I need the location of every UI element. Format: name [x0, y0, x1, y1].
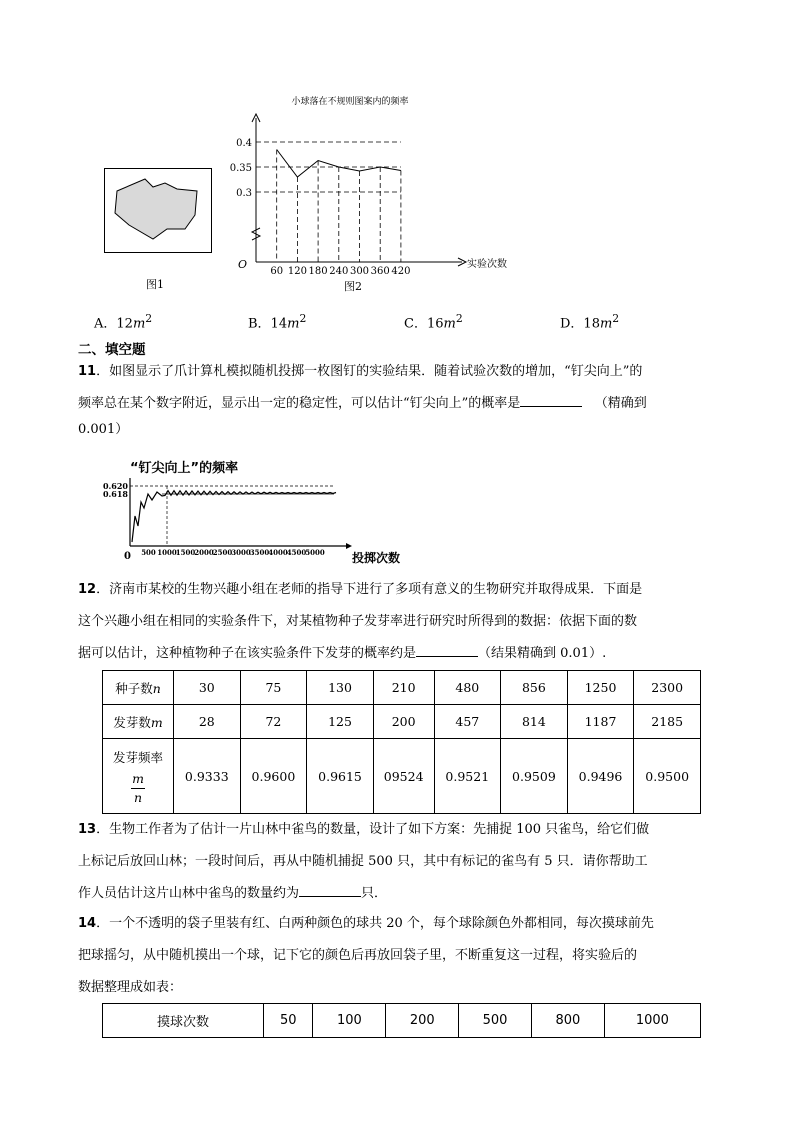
q12-precision: （结果精确到 0.01）. — [478, 646, 607, 661]
x-axis-label: 实验次数 — [467, 259, 507, 270]
irregular-shape-figure — [105, 169, 211, 252]
x-tick-label: 180 — [308, 266, 328, 277]
option-c[interactable]: C．$16m^2$ — [404, 312, 463, 332]
x-tick-label: 120 — [287, 266, 307, 277]
table-row — [103, 705, 701, 739]
x-tick-label: 4000 — [268, 548, 288, 557]
q14-line2: 把球摇匀，从中随机摸出一个球，记下它的颜色后再放回袋子里，不断重复这一过程，将实验后的 — [78, 948, 638, 963]
cell: 1250 — [567, 671, 634, 705]
figure-1-box — [104, 168, 212, 253]
q11-precision: （精确到 — [594, 396, 647, 411]
row-label-seeds: 种子数n — [103, 671, 174, 705]
y-tick-label: 0.35 — [229, 163, 252, 174]
q13-answer-blank[interactable] — [299, 884, 361, 897]
question-13 — [78, 814, 718, 910]
question-11 — [78, 356, 718, 440]
x-tick-label: 500 — [141, 548, 156, 557]
cell: 30 — [174, 671, 241, 705]
irregular-shape — [115, 179, 197, 239]
q11-chart-axes — [130, 478, 352, 549]
cell: 130 — [307, 671, 374, 705]
cell: 0.9615 — [307, 739, 374, 814]
x-tick-label: 3500 — [249, 548, 270, 557]
x-tick-label: 1000 — [157, 548, 177, 557]
row-label-frequency: 发芽频率 $\frac{m}{n}$ — [103, 739, 174, 814]
x-tick-label: 2000 — [194, 548, 214, 557]
cell: 75 — [240, 671, 307, 705]
q11-chart-title: “钉尖向上”的频率 — [130, 461, 239, 476]
x-tick-label: 300 — [349, 266, 370, 277]
option-b[interactable]: B．$14m^2$ — [248, 312, 307, 332]
cell: 0.9333 — [174, 739, 241, 814]
cell: 100 — [313, 1004, 386, 1038]
x-axis-arrow — [346, 543, 352, 549]
q11-origin-label: 0 — [124, 551, 131, 562]
y-tick-label: 0.620 — [102, 481, 128, 491]
cell: 0.9496 — [567, 739, 634, 814]
q13-unit: 只． — [361, 886, 388, 901]
x-tick-label: 1500 — [175, 548, 196, 557]
figure-2-caption: 图2 — [344, 280, 362, 293]
q11-chart — [102, 458, 422, 568]
row-label-draws: 摸球次数 — [103, 1004, 264, 1038]
cell: 856 — [501, 671, 568, 705]
table-row — [103, 671, 701, 705]
q11-line1: ．如图显示了爪计算札模拟随机投掷一枚图钉的实验结果．随着试验次数的增加，“钉尖向上”的 — [96, 364, 643, 379]
q12-line1: ．济南市某校的生物兴趣小组在老师的指导下进行了多项有意义的生物研究并取得成果．下面是 — [96, 582, 643, 597]
table-row — [103, 1004, 701, 1038]
question-12 — [78, 574, 718, 670]
cell: 800 — [531, 1004, 604, 1038]
cell: 500 — [459, 1004, 532, 1038]
chart-y-ticks — [230, 138, 252, 199]
q11-line3: 0.001） — [78, 422, 129, 437]
cell: 09524 — [373, 739, 434, 814]
cell: 0.9509 — [501, 739, 568, 814]
cell: 0.9600 — [240, 739, 307, 814]
y-tick-label: 0.618 — [102, 489, 128, 499]
cell: 2300 — [634, 671, 701, 705]
y-tick-label: 0.4 — [236, 138, 252, 149]
table-row — [103, 739, 701, 814]
cell: 814 — [501, 705, 568, 739]
cell: 200 — [373, 705, 434, 739]
axis-break — [252, 228, 260, 240]
q12-answer-blank[interactable] — [416, 644, 478, 657]
chart-axes — [252, 114, 466, 266]
chart-title: 小球落在不规则图案内的频率 — [291, 97, 409, 107]
chart-series — [277, 150, 401, 263]
q12-line2: 这个兴趣小组在相同的实验条件下，对某植物种子发芽率进行研究时所得到的数据：依据下面的数 — [78, 614, 638, 629]
q14-line1: ．一个不透明的袋子里装有红、白两种颜色的球共 20 个，每个球除颜色外都相同，每次摸球前先 — [96, 916, 654, 931]
x-tick-label: 2500 — [212, 548, 233, 557]
q13-line2: 上标记后放回山林；一段时间后，再从中随机捕捉 500 只，其中有标记的雀鸟有 5 只．请你帮助工 — [78, 854, 648, 869]
cell: 210 — [373, 671, 434, 705]
cell: 0.9521 — [434, 739, 501, 814]
q12-line3: 据可以估计，这种植物种子在该实验条件下发芽的概率约是 — [78, 646, 417, 661]
x-tick-label: 3000 — [231, 548, 251, 557]
cell: 480 — [434, 671, 501, 705]
figure-1-caption: 图1 — [146, 278, 164, 291]
cell: 1000 — [604, 1004, 700, 1038]
q11-line2: 频率总在某个数字附近，显示出一定的稳定性，可以估计“钉尖向上”的概率是 — [78, 396, 521, 411]
option-d[interactable]: D．$18m^2$ — [560, 312, 620, 332]
chart-x-ticks — [270, 266, 410, 277]
row-label-germinated: 发芽数m — [103, 705, 174, 739]
q11-chart-series — [132, 491, 336, 542]
cell: 72 — [240, 705, 307, 739]
q14-number: 14 — [78, 916, 97, 931]
cell: 200 — [386, 1004, 459, 1038]
origin-label: O — [238, 258, 248, 271]
cell: 28 — [174, 705, 241, 739]
cell: 2185 — [634, 705, 701, 739]
x-tick-label: 4500 — [286, 548, 307, 557]
x-tick-label: 420 — [391, 266, 411, 277]
section-title: 二、填空题 — [78, 342, 146, 358]
y-tick-label: 0.3 — [236, 188, 252, 199]
x-tick-label: 240 — [329, 266, 349, 277]
draw-table — [102, 1003, 701, 1038]
q13-line3: 作人员估计这片山林中雀鸟的数量约为 — [78, 886, 300, 901]
cell: 1187 — [567, 705, 634, 739]
option-a[interactable]: A．$12m^2$ — [94, 312, 153, 332]
q11-chart-y-ticks — [103, 481, 128, 499]
cell: 457 — [434, 705, 501, 739]
q11-chart-x-ticks — [141, 548, 325, 557]
x-tick-label: 5000 — [305, 548, 325, 557]
x-tick-label: 360 — [370, 266, 390, 277]
q11-x-axis-label: 投掷次数 — [352, 551, 401, 565]
q13-line1: ．生物工作者为了估计一片山林中雀鸟的数量，设计了如下方案：先捕捉 100 只雀鸟，给它们做 — [96, 822, 650, 837]
cell: 50 — [264, 1004, 313, 1038]
frequency-line — [277, 150, 401, 178]
figure-2-chart — [222, 90, 512, 280]
q11-number: 11 — [78, 364, 97, 379]
seed-table — [102, 670, 701, 814]
q13-number: 13 — [78, 822, 97, 837]
question-14 — [78, 908, 718, 1004]
q12-number: 12 — [78, 582, 97, 597]
q14-line3: 数据整理成如表： — [78, 980, 183, 995]
frequency-line — [132, 491, 336, 542]
cell: 125 — [307, 705, 374, 739]
cell: 0.9500 — [634, 739, 701, 814]
x-tick-label: 60 — [270, 266, 284, 277]
q11-answer-blank[interactable] — [520, 394, 582, 407]
